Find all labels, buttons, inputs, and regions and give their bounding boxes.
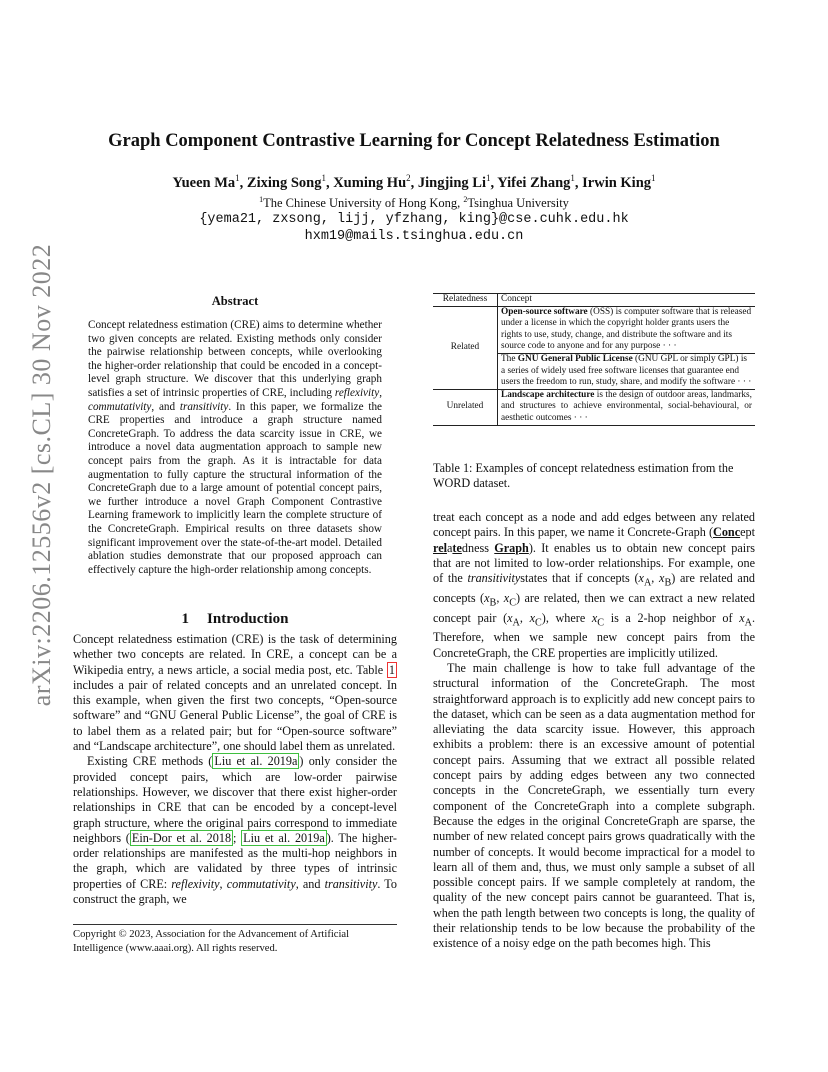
table-header: Relatedness: [433, 294, 498, 307]
paragraph: Existing CRE methods ( Liu et al. 2019a ) only consider the provided concept pairs, which are low-order pairwise relationships. However, we discover that there exist higher-order relationships in CRE that can be encoded by a concept-level graph structure, where the original pairs correspond to immediate neighbors ( Ein-Dor et al. 2018 ; Liu et al. 2019a ). The higher-order relationships are manifested as the multi-hop neighbors in the graph, which are validated by three types of intrinsic properties of CRE: reflexivity, commutativity, and transitivity. To construct the graph, we: [73, 754, 397, 907]
abstract-heading: Abstract: [211, 294, 259, 308]
table-cell: Related: [433, 306, 498, 389]
table-header: Concept: [498, 294, 756, 307]
table-caption: Table 1: Examples of concept relatedness estimation from the WORD dataset.: [433, 461, 734, 490]
email-line: {yema21, zxsong, lijj, yfzhang, king}@cse.cuhk.edu.hk: [199, 212, 629, 227]
table-cell: Open-source software (OSS) is computer software that is released under a license in which the copyright holder grants users the rights to use, study, change, and distribute the software and its source code to anyone and for any purpose · · ·: [501, 306, 752, 352]
copyright-notice: Copyright © 2023, Association for the Advancement of Artificial Intelligence (www.aaai.org). All rights reserved.: [73, 924, 397, 955]
table-1: [433, 293, 755, 426]
section-heading: 1 Introduction: [181, 611, 289, 627]
author: Yueen Ma: [172, 174, 236, 191]
table-row: [433, 306, 755, 353]
author: Zixing Song: [246, 174, 322, 191]
email-line: hxm19@mails.tsinghua.edu.cn: [304, 229, 524, 244]
affiliations: $^1$The Chinese University of Hong Kong, $^2$Tsinghua University: [259, 195, 569, 211]
author: Irwin King: [582, 174, 652, 191]
paragraph: The main challenge is how to take full advantage of the structural information of the ConcreteGraph. The most straightforward approach is to explicitly add new concept pairs to the dataset, which can be seen as a data augmentation method for alleviating the data scarcity issue. However, this approach exhibits a problem: there is an excessive amount of potential concept pairs. Assuming that we extract all possible related concept pairs by adding edges between any two connected concepts in the ConcreteGraph, we essentially turn every component of the ConcreteGraph into a complete subgraph. Because the edges in the original ConcreteGraph are sparse, the number of new related concept pairs grows quadratically with the number of concepts. It would become impractical for a model to learn all of them and, thus, we must only sample a subset of all possible concept pairs. If we sample completely at random, the quality of the new concept pairs cannot be guaranteed. That is, when the path length between two concepts is long, the quality of their relationship tends to be low because the probability of the existence of a noisy edge on the path becomes high. This: [433, 660, 755, 951]
author-list: Yueen Ma$^1$, Zixing Song$^1$, Xuming Hu$^2$, Jingjing Li$^1$, Yifei Zhang$^1$, Irwin King$^1$: [172, 173, 656, 191]
body-column-right: [433, 510, 755, 952]
paragraph: treat each concept as a node and add edges between any related concept pairs. In this paper, we name it Concrete-Graph (Concept relatedness Graph). It enables us to obtain new concept pairs that are not limited to low-order relationships. For example, one of the transitivitystates that if concepts ($x_A$, $x_B$) are related and concepts ($x_B$, $x_C$) are related, then we can extract a new related concept pair ($x_A$, $x_C$), where $x_C$ is a 2-hop neighbor of $x_A$. Therefore, when we sample new concept pairs from the ConcreteGraph, the CRE properties are implicitly utilized.: [433, 510, 756, 660]
table-header-row: [433, 294, 755, 307]
intro-body: [73, 632, 397, 907]
abstract-body: Concept relatedness estimation (CRE) aims to determine whether two given concepts are related. Existing methods only consider the pairwise relationship between concepts, while overlooking the higher-order relationship that could be encoded in a concept-level graph structure. We discover that this underlying graph satisfies a set of intrinsic properties of CRE, including reflexivity, commutativity, and transitivity. In this paper, we formalize the CRE properties and introduce a graph structure named ConcreteGraph. To address the data scarcity issue in CRE, we introduce a novel data augmentation approach to sample new concept pairs from the graph. As it is intractable for data augmentation to fully capture the structural information of the ConcreteGraph due to a large amount of potential concept pairs, we further introduce a novel Graph Component Contrastive Learning framework to implicitly learn the complete structure of the ConcreteGraph. Empirical results on three datasets show significant improvement over the state-of-the-art model. Detailed ablation studies demonstrate that our proposed approach can effectively capture the high-order relationship among concepts.: [88, 319, 382, 576]
author: Yifei Zhang: [497, 174, 571, 191]
table-row: [433, 389, 755, 425]
citation-link[interactable]: Liu et al. 2019a: [214, 754, 298, 769]
author: Jingjing Li: [417, 174, 486, 191]
paragraph: Concept relatedness estimation (CRE) is the task of determining whether two concepts are related. In CRE, a concept can be a Wikipedia entry, a news article, a social media post, etc. Table 1 includes a pair of related concepts and an unrelated concept. In this example, when given the first two concepts, “Open-source software” and “GNU General Public License”, the goal of CRE is to label them as a related pair; but for “Open-source software” and “Landscape architecture”, one should label them as unrelated.: [73, 632, 397, 754]
table-cell: Landscape architecture is the design of outdoor areas, landmarks, and structures to achieve environmental, social-behavioural, or aesthetic outcomes · · ·: [498, 389, 756, 425]
citation-link[interactable]: Ein-Dor et al. 2018: [131, 830, 232, 845]
author: Xuming Hu: [333, 174, 407, 191]
paper-title: Graph Component Contrastive Learning for Concept Relatedness Estimation: [108, 131, 720, 151]
table-ref-link[interactable]: 1: [388, 662, 395, 677]
citation-link[interactable]: Liu et al. 2019a: [243, 830, 325, 845]
table-cell: The GNU General Public License (GNU GPL or simply GPL) is a series of widely used free software licenses that guarantee end users the freedom to run, study, share, and modify the software · · ·: [498, 353, 756, 389]
table-cell: Unrelated: [433, 389, 498, 425]
